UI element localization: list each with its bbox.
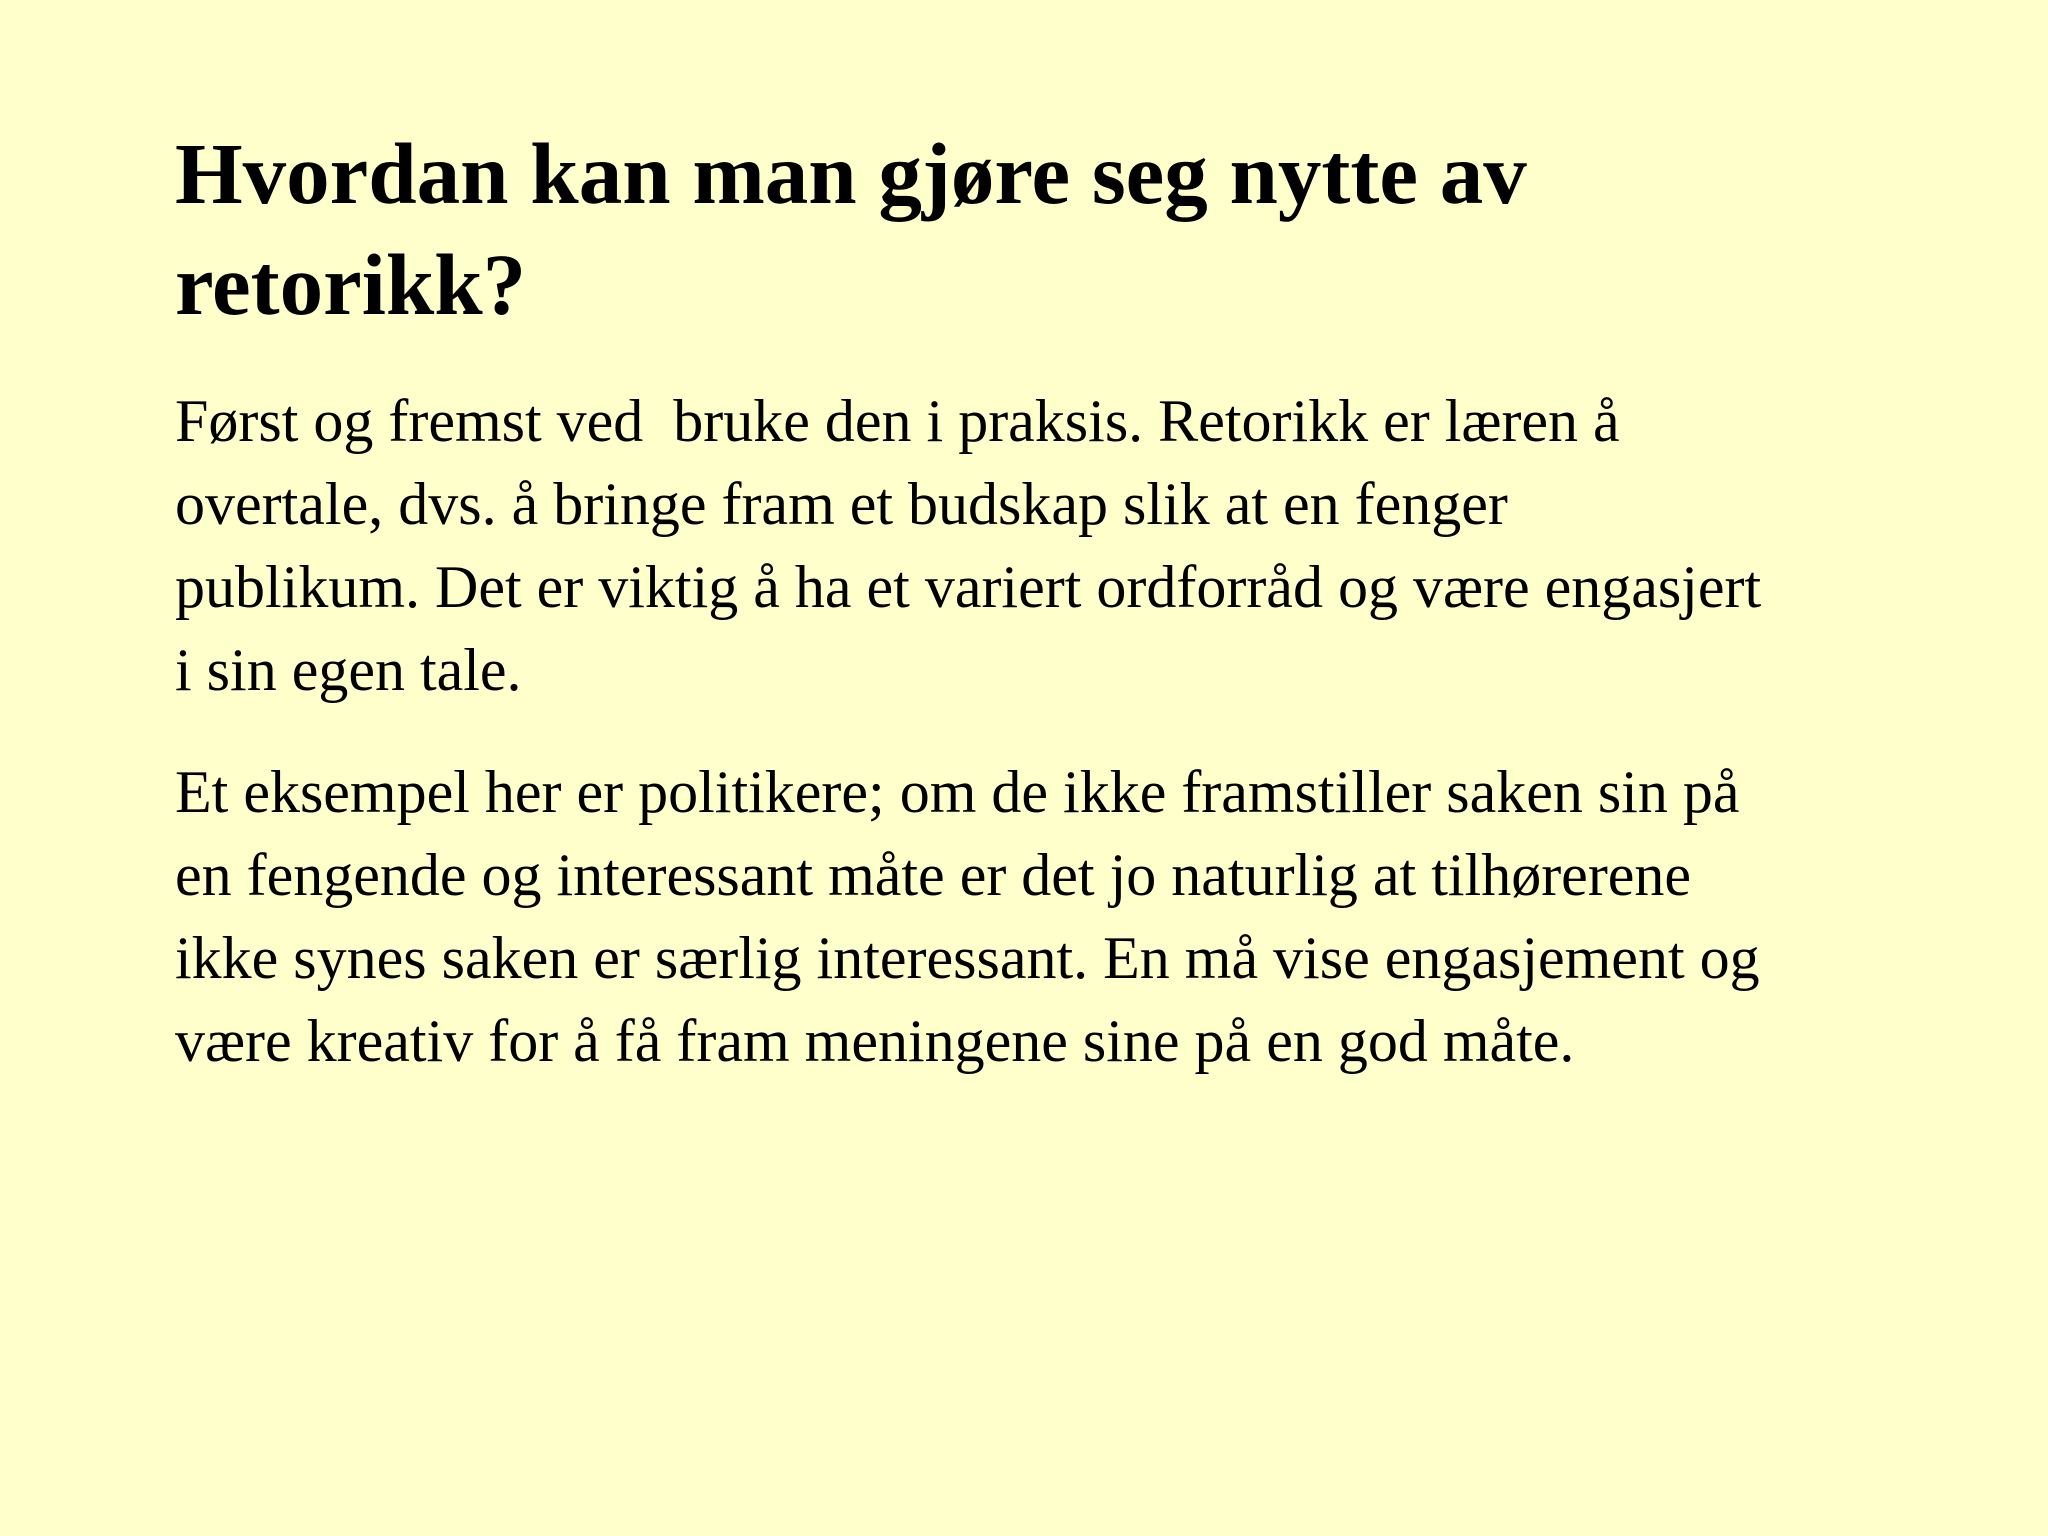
paragraph-line: Et eksempel her er politikere; om de ikke framstiller saken sin på: [175, 759, 1740, 825]
title-line: retorikk?: [175, 236, 527, 333]
slide-body: [175, 380, 1975, 1122]
paragraph-line: ikke synes saken er særlig interessant. En må vise engasjement og: [175, 925, 1760, 991]
body-paragraph: [175, 751, 1975, 1083]
body-paragraph: [175, 380, 1975, 712]
paragraph-line: i sin egen tale.: [175, 637, 522, 703]
paragraph-line: være kreativ for å få fram meningene sine på en god måte.: [175, 1008, 1575, 1074]
slide-title: [175, 118, 1955, 340]
title-line: Hvordan kan man gjøre seg nytte av: [175, 125, 1527, 222]
paragraph-line: publikum. Det er viktig å ha et variert ordforråd og være engasjert: [175, 554, 1762, 620]
paragraph-line: overtale, dvs. å bringe fram et budskap slik at en fenger: [175, 471, 1508, 537]
paragraph-line: Først og fremst ved bruke den i praksis. Retorikk er læren å: [175, 388, 1620, 454]
paragraph-line: en fengende og interessant måte er det jo naturlig at tilhørerene: [175, 842, 1692, 908]
